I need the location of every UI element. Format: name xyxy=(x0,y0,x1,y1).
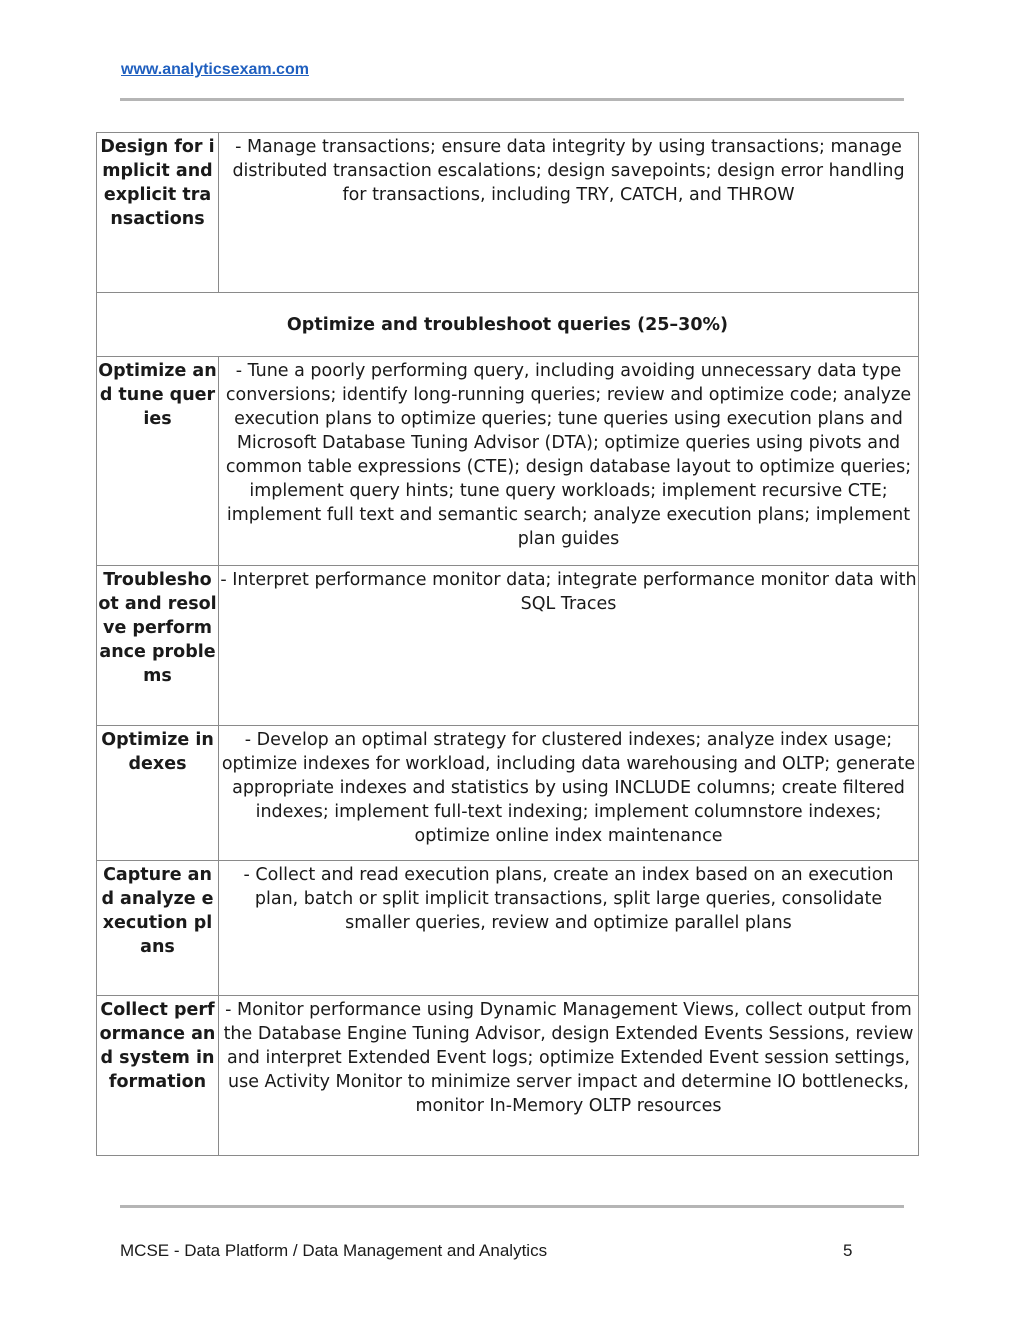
objective-label: Collect performance and system information xyxy=(97,996,219,1156)
objective-description: - Collect and read execution plans, create an index based on an execution plan, batch or split implicit transactions, split large queries, consolidate smaller queries, review and optimize parallel plans xyxy=(219,861,919,996)
website-link[interactable]: www.analyticsexam.com xyxy=(121,61,309,78)
objective-label: Troubleshoot and resolve performance problems xyxy=(97,566,219,726)
objective-label: Optimize and tune queries xyxy=(97,357,219,566)
objective-description: - Develop an optimal strategy for clustered indexes; analyze index usage; optimize indexes for workload, including data warehousing and OLTP; generate appropriate indexes and statistics by using INCLUDE columns; create filtered indexes; implement full-text indexing; implement columnstore indexes; optimize online index maintenance xyxy=(219,726,919,861)
table-row xyxy=(97,726,919,861)
objective-description: - Tune a poorly performing query, including avoiding unnecessary data type conversions; identify long-running queries; review and optimize code; analyze execution plans to optimize queries; tune queries using execution plans and Microsoft Database Tuning Advisor (DTA); optimize queries using pivots and common table expressions (CTE); design database layout to optimize queries; implement query hints; tune query workloads; implement recursive CTE; implement full text and semantic search; analyze execution plans; implement plan guides xyxy=(219,357,919,566)
table-row xyxy=(97,566,919,726)
table-row xyxy=(97,996,919,1156)
objective-label: Capture and analyze execution plans xyxy=(97,861,219,996)
table-row xyxy=(97,861,919,996)
exam-objectives-table xyxy=(96,132,919,1156)
footer-divider xyxy=(120,1205,904,1208)
page-number: 5 xyxy=(843,1241,853,1260)
table-row xyxy=(97,357,919,566)
header-divider xyxy=(120,98,904,101)
objective-description: - Monitor performance using Dynamic Management Views, collect output from the Database Engine Tuning Advisor, design Extended Events Sessions, review and interpret Extended Event logs; optimize Extended Event session settings, use Activity Monitor to minimize server impact and determine IO bottlenecks, monitor In-Memory OLTP resources xyxy=(219,996,919,1156)
section-heading: Optimize and troubleshoot queries (25–30%) xyxy=(97,293,919,357)
table-row xyxy=(97,133,919,293)
objective-description: - Manage transactions; ensure data integrity by using transactions; manage distributed transaction escalations; design savepoints; design error handling for transactions, including TRY, CATCH, and THROW xyxy=(219,133,919,293)
objective-label: Optimize indexes xyxy=(97,726,219,861)
section-row xyxy=(97,293,919,357)
objective-description: - Interpret performance monitor data; integrate performance monitor data with SQL Traces xyxy=(219,566,919,726)
objective-label: Design for implicit and explicit transactions xyxy=(97,133,219,293)
footer-title: MCSE - Data Platform / Data Management and Analytics xyxy=(120,1241,548,1260)
